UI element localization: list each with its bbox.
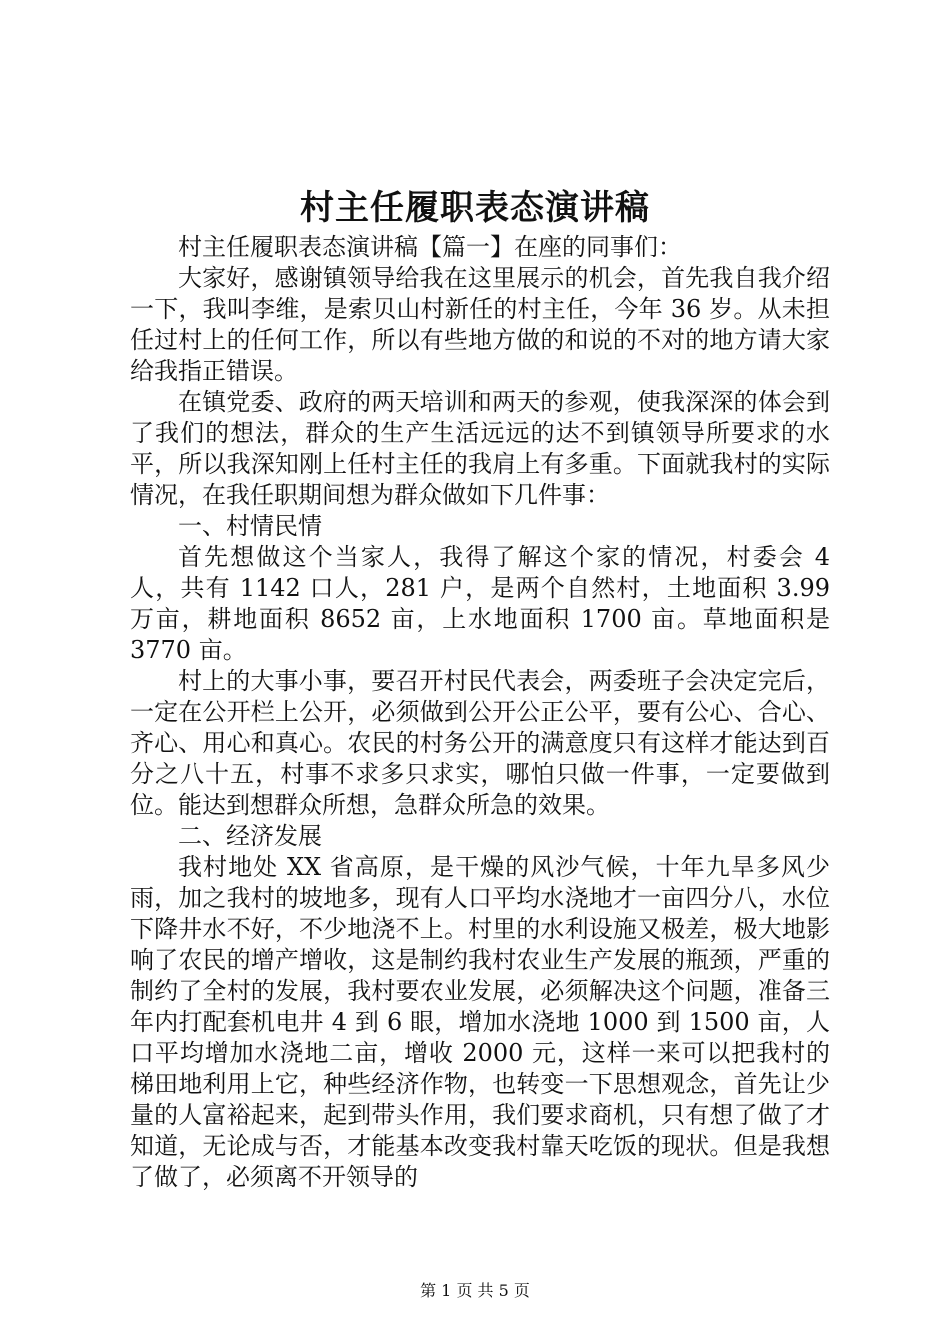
paragraph-introduction: 大家好，感谢镇领导给我在这里展示的机会，首先我自我介绍一下，我叫李维，是索贝山村新任的村主任，今年 36 岁。从未担任过村上的任何工作，所以有些地方做的和说的不对的地方请大家给我指正错误。 bbox=[130, 264, 830, 385]
page-number-footer: 第 1 页 共 5 页 bbox=[420, 1281, 530, 1300]
section-heading-economic-development: 二、经济发展 bbox=[178, 822, 322, 850]
paragraph-village-stats: 首先想做这个当家人，我得了解这个家的情况，村委会 4 人，共有 1142 口人，281 户，是两个自然村，土地面积 3.99 万亩，耕地面积 8652 亩，上水地面积 1700 亩。草地面积是 3770 亩。 bbox=[130, 543, 830, 664]
document-title: 村主任履职表态演讲稿 bbox=[300, 188, 650, 228]
paragraph-opening: 村主任履职表态演讲稿【篇一】在座的同事们： bbox=[178, 233, 682, 261]
section-heading-village-situation: 一、村情民情 bbox=[178, 512, 322, 540]
paragraph-village-affairs: 村上的大事小事，要召开村民代表会，两委班子会决定完后，一定在公开栏上公开，必须做到公开公正公平，要有公心、合心、齐心、用心和真心。农民的村务公开的满意度只有这样才能达到百分之八十五，村事不求多只求实，哪怕只做一件事，一定要做到位。能达到想群众所想，急群众所急的效果。 bbox=[130, 667, 830, 819]
paragraph-economic-plan: 我村地处 XX 省高原，是干燥的风沙气候，十年九旱多风少雨，加之我村的坡地多，现有人口平均水浇地才一亩四分八，水位下降井水不好，不少地浇不上。村里的水利设施又极差，极大地影响了农民的增产增收，这是制约我村农业生产发展的瓶颈，严重的制约了全村的发展，我村要农业发展，必须解决这个问题，准备三年内打配套机电井 4 到 6 眼，增加水浇地 1000 到 1500 亩，人口平均增加水浇地二亩，增收 2000 元，这样一来可以把我村的梯田地利用上它，种些经济作物，也转变一下思想观念，首先让少量的人富裕起来，起到带头作用，我们要求商机，只有想了做了才知道，无论成与否，才能基本改变我村靠天吃饭的现状。但是我想了做了，必须离不开领导的 bbox=[130, 853, 830, 1191]
paragraph-training: 在镇党委、政府的两天培训和两天的参观，使我深深的体会到了我们的想法，群众的生产生活远远的达不到镇领导所要求的水平，所以我深知刚上任村主任的我肩上有多重。下面就我村的实际情况，在我任职期间想为群众做如下几件事： bbox=[130, 388, 830, 509]
document-body bbox=[130, 232, 830, 1193]
